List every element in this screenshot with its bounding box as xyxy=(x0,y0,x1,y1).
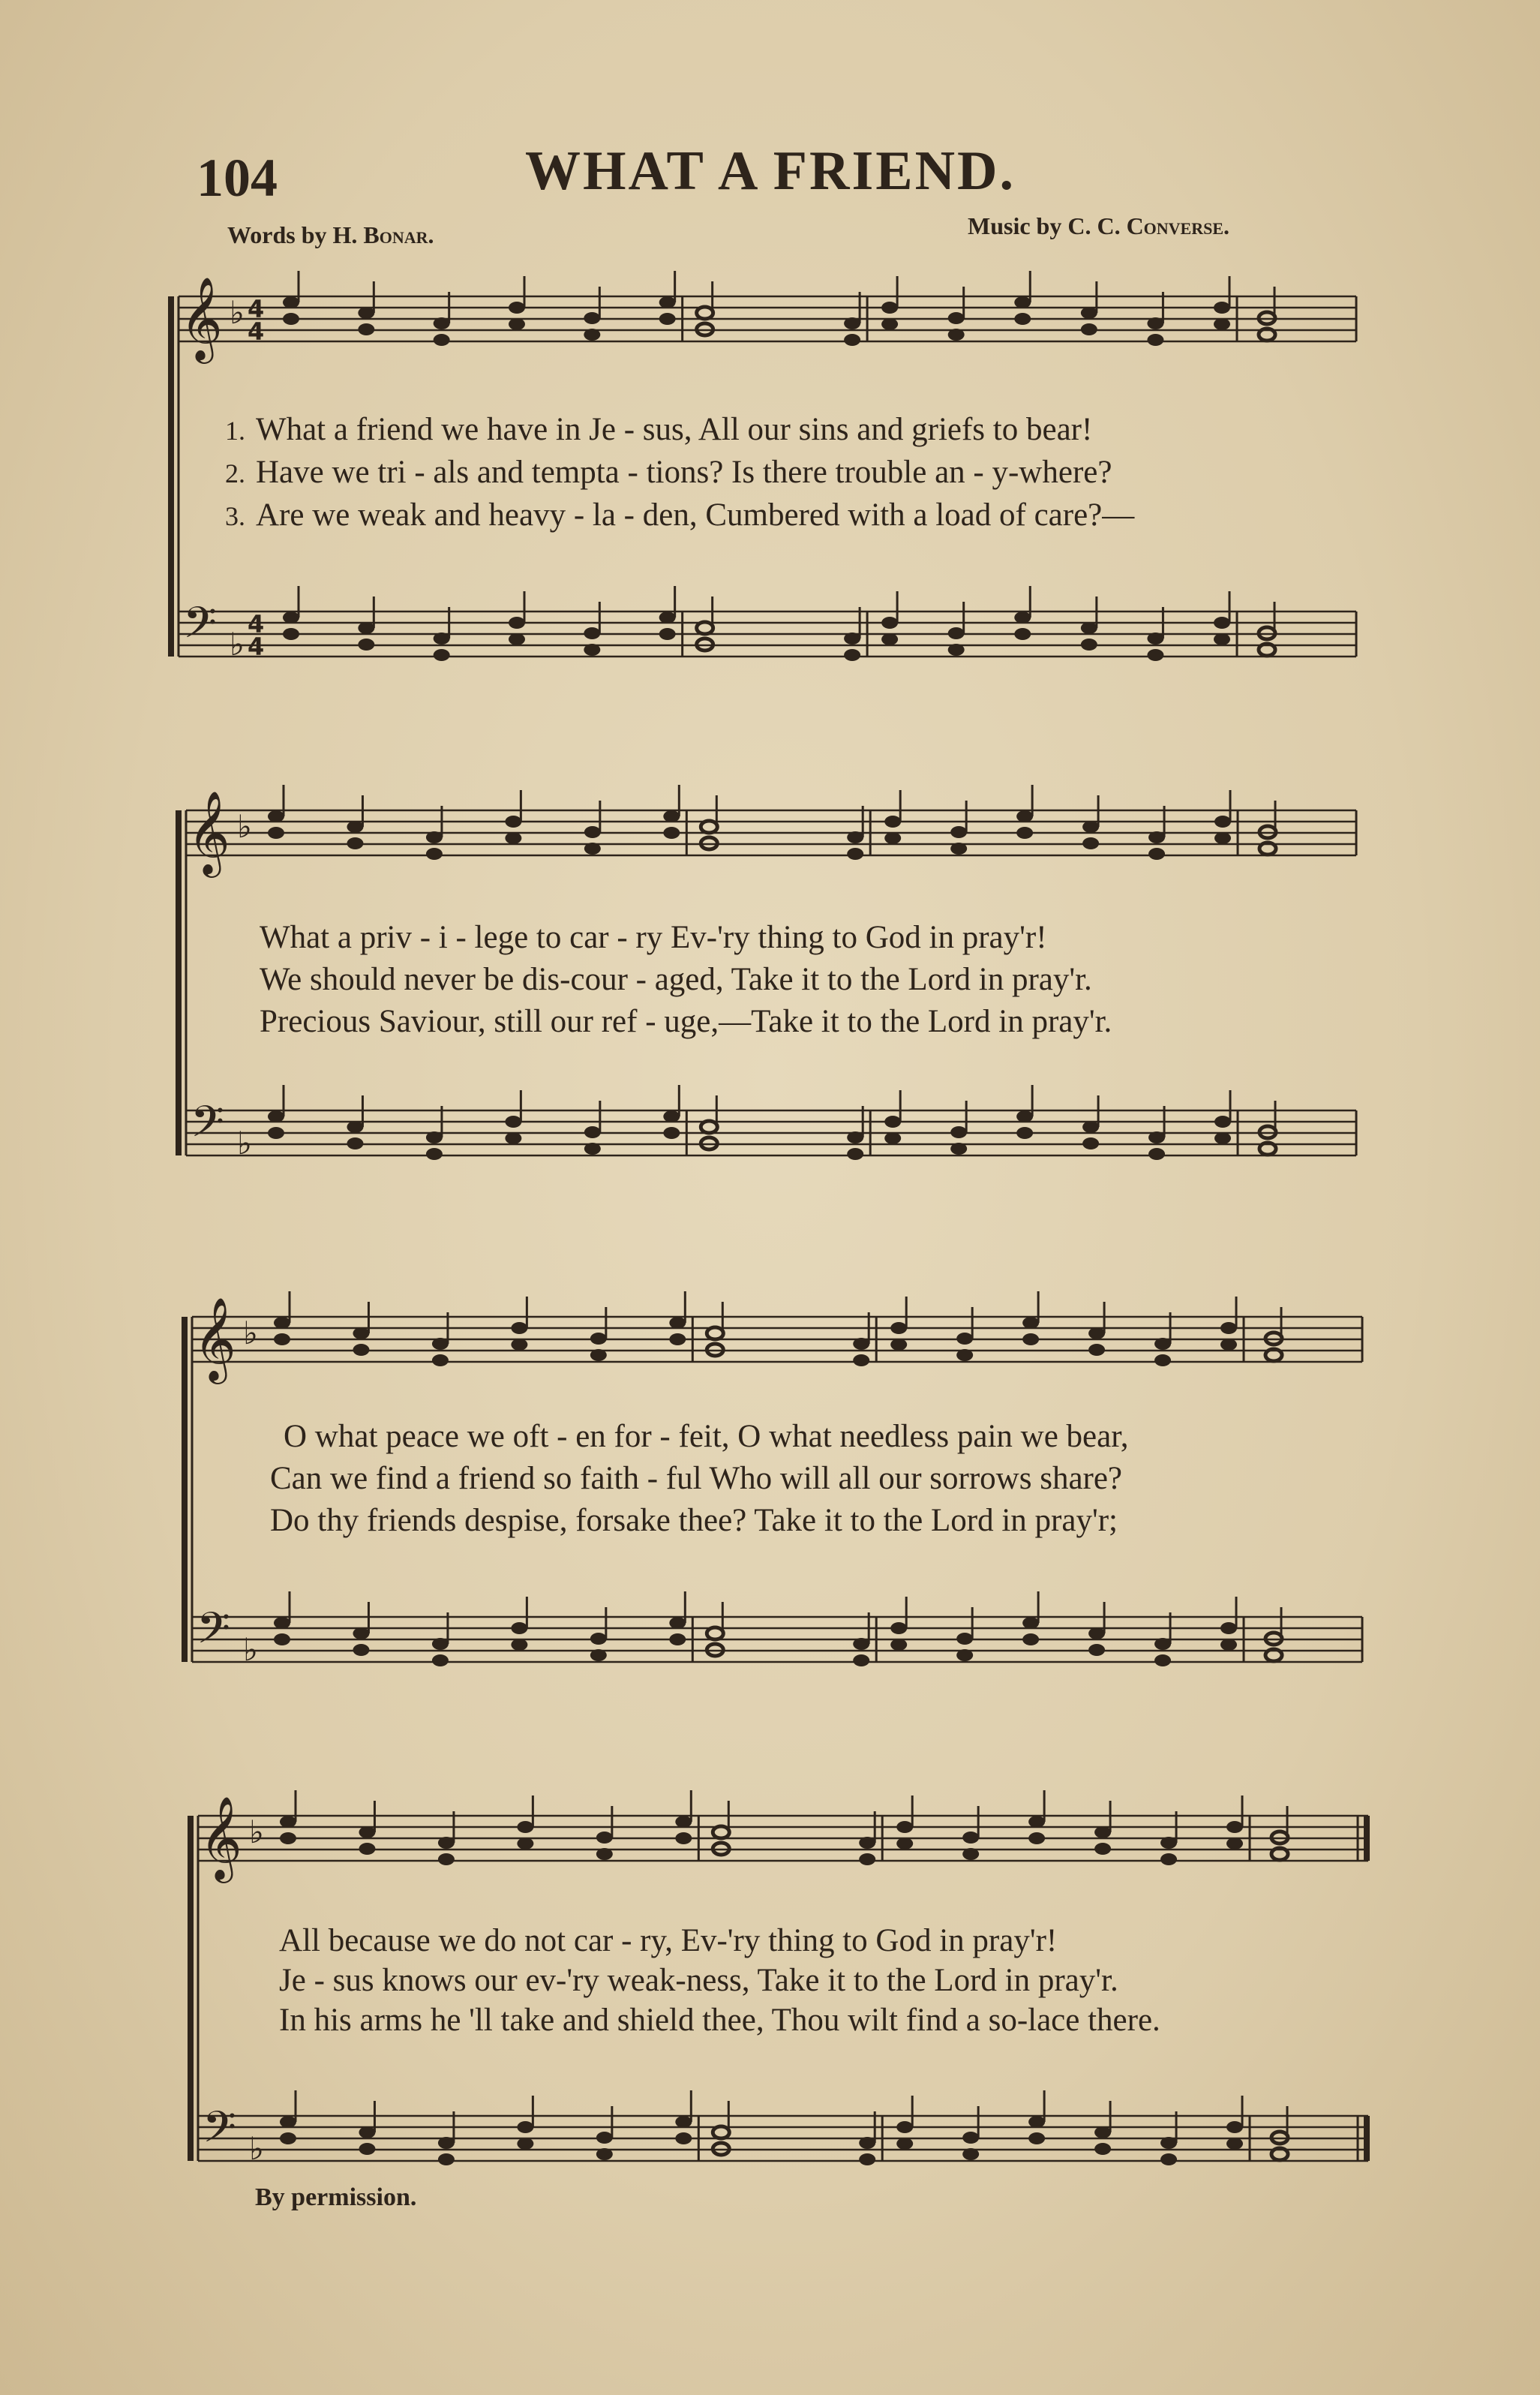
note-head xyxy=(359,2126,375,2138)
note-head xyxy=(1226,2138,1243,2150)
note-head xyxy=(1082,821,1099,833)
key-signature-flat-icon: ♭ xyxy=(237,1125,252,1161)
note-head xyxy=(669,1633,686,1645)
verse-line: 3. Are we weak and heavy - la - den, Cumbered with a load of care?— xyxy=(225,497,1135,533)
note-head xyxy=(884,1132,901,1144)
note-head xyxy=(1148,848,1165,860)
note-head xyxy=(948,312,965,324)
note-head xyxy=(283,628,299,640)
note-head xyxy=(1259,644,1275,656)
note-head xyxy=(434,633,450,645)
treble-clef-icon: 𝄞 xyxy=(194,1297,236,1381)
note-head xyxy=(701,1121,717,1133)
note-head xyxy=(590,1633,607,1645)
note-head xyxy=(1028,1816,1045,1828)
note-head xyxy=(353,1344,369,1356)
note-head xyxy=(283,612,299,624)
note-head xyxy=(426,1148,443,1160)
key-signature-flat-icon: ♭ xyxy=(237,808,252,845)
note-head xyxy=(881,633,898,645)
note-head xyxy=(896,2138,913,2150)
note-head xyxy=(948,627,965,639)
note-head xyxy=(853,1338,869,1350)
note-head xyxy=(675,1816,692,1828)
note-head xyxy=(358,323,374,335)
note-head xyxy=(950,1126,967,1138)
note-head xyxy=(890,1322,907,1334)
note-head xyxy=(896,1821,913,1833)
note-head xyxy=(426,1131,443,1143)
note-head xyxy=(1214,617,1230,629)
verse-line: Can we find a friend so faith - ful Who will all our sorrows share? xyxy=(270,1461,1123,1496)
note-head xyxy=(1154,1638,1171,1650)
note-head xyxy=(881,302,898,314)
note-head xyxy=(1148,1131,1165,1143)
note-head xyxy=(956,1349,973,1361)
note-head xyxy=(505,832,521,844)
note-head xyxy=(353,1627,369,1639)
note-head xyxy=(853,1354,869,1366)
note-head xyxy=(884,832,901,844)
note-head xyxy=(1081,323,1097,335)
note-head xyxy=(1259,1143,1276,1155)
note-head xyxy=(1022,1333,1039,1345)
note-head xyxy=(432,1638,449,1650)
note-head xyxy=(359,2143,375,2155)
note-head xyxy=(358,622,374,634)
note-head xyxy=(596,1832,613,1844)
note-head xyxy=(853,1654,869,1666)
note-head xyxy=(359,1826,375,1838)
hymn-title: WHAT A FRIEND. xyxy=(525,140,1016,202)
note-head xyxy=(956,1333,973,1345)
page-number: 104 xyxy=(197,148,278,208)
note-head xyxy=(675,2132,692,2144)
note-head xyxy=(1014,296,1031,308)
note-head xyxy=(1160,1837,1177,1849)
note-head xyxy=(432,1354,449,1366)
verse-line: O what peace we oft - en for - feit, O what needless pain we bear, xyxy=(284,1419,1129,1454)
verse-line: Precious Saviour, still our ref - uge,—Take it to the Lord in pray'r. xyxy=(260,1004,1112,1039)
note-head xyxy=(358,307,374,319)
note-head xyxy=(1214,1116,1231,1128)
note-head xyxy=(659,296,676,308)
note-head xyxy=(347,1121,363,1133)
note-head xyxy=(358,639,374,651)
note-head xyxy=(1022,1317,1039,1329)
note-head xyxy=(1214,302,1230,314)
note-head xyxy=(1214,633,1230,645)
note-head xyxy=(1226,2121,1243,2133)
note-head xyxy=(596,1848,613,1860)
note-head xyxy=(950,843,967,855)
note-head xyxy=(432,1654,449,1666)
note-head xyxy=(353,1644,369,1656)
note-head xyxy=(590,1649,607,1661)
note-head xyxy=(1220,1639,1237,1651)
note-head xyxy=(1014,612,1031,624)
note-head xyxy=(1088,1644,1105,1656)
note-head xyxy=(1022,1617,1039,1629)
key-signature-flat-icon: ♭ xyxy=(249,2130,264,2167)
time-signature-top: 4 xyxy=(248,295,265,323)
bass-clef-icon: 𝄢 xyxy=(197,1603,231,1664)
note-head xyxy=(663,810,680,822)
note-head xyxy=(1271,2148,1288,2160)
note-head xyxy=(1147,317,1163,329)
note-head xyxy=(896,2121,913,2133)
note-head xyxy=(1265,1349,1282,1361)
note-head xyxy=(697,307,713,319)
note-head xyxy=(283,313,299,325)
note-head xyxy=(950,826,967,838)
note-head xyxy=(1088,1627,1105,1639)
note-head xyxy=(1088,1344,1105,1356)
note-head xyxy=(347,837,363,849)
verse-line: All because we do not car - ry, Ev-'ry thing to God in pray'r! xyxy=(279,1923,1058,1958)
note-head xyxy=(509,633,525,645)
note-head xyxy=(1028,2132,1045,2144)
note-head xyxy=(1271,1848,1288,1860)
treble-clef-icon: 𝄞 xyxy=(180,276,223,360)
music-credit: Music by C. C. Converse. xyxy=(968,212,1230,239)
note-head xyxy=(669,1317,686,1329)
note-head xyxy=(663,827,680,839)
key-signature-flat-icon: ♭ xyxy=(243,1631,258,1668)
note-head xyxy=(1259,843,1276,855)
note-head xyxy=(663,1110,680,1122)
note-head xyxy=(511,1322,527,1334)
note-head xyxy=(596,2132,613,2144)
note-head xyxy=(509,302,525,314)
note-head xyxy=(707,1327,723,1339)
note-head xyxy=(1094,1826,1111,1838)
note-head xyxy=(884,1116,901,1128)
note-head xyxy=(283,296,299,308)
note-head xyxy=(584,1143,601,1155)
note-head xyxy=(844,649,860,661)
note-head xyxy=(438,2137,455,2149)
note-head xyxy=(1028,2116,1045,2128)
note-head xyxy=(274,1317,290,1329)
note-head xyxy=(509,617,525,629)
note-head xyxy=(1160,2153,1177,2165)
note-head xyxy=(844,317,860,329)
note-head xyxy=(1016,810,1033,822)
note-head xyxy=(268,810,284,822)
note-head xyxy=(434,649,450,661)
note-head xyxy=(859,1853,875,1865)
note-head xyxy=(505,1132,521,1144)
verse-line: We should never be dis-cour - aged, Take it to the Lord in pray'r. xyxy=(260,962,1092,997)
note-head xyxy=(1265,1649,1282,1661)
note-head xyxy=(432,1338,449,1350)
note-head xyxy=(962,1848,979,1860)
note-head xyxy=(659,612,676,624)
note-head xyxy=(659,628,676,640)
note-head xyxy=(1148,1148,1165,1160)
note-head xyxy=(590,1333,607,1345)
note-head xyxy=(1214,1132,1231,1144)
verse-line: What a priv - i - lege to car - ry Ev-'ry thing to God in pray'r! xyxy=(260,920,1047,955)
note-head xyxy=(596,2148,613,2160)
verse-line: Je - sus knows our ev-'ry weak-ness, Take it to the Lord in pray'r. xyxy=(279,1963,1118,1998)
note-head xyxy=(517,1838,533,1850)
note-head xyxy=(280,2132,296,2144)
note-head xyxy=(1016,1127,1033,1139)
note-head xyxy=(675,2116,692,2128)
note-head xyxy=(1081,639,1097,651)
time-signature-bottom: 4 xyxy=(248,317,265,346)
note-head xyxy=(713,1826,729,1838)
note-head xyxy=(1082,1121,1099,1133)
note-head xyxy=(1226,1838,1243,1850)
note-head xyxy=(280,1832,296,1844)
note-head xyxy=(669,1333,686,1345)
note-head xyxy=(956,1649,973,1661)
note-head xyxy=(1014,313,1031,325)
note-head xyxy=(1022,1633,1039,1645)
note-head xyxy=(881,617,898,629)
note-head xyxy=(438,2153,455,2165)
note-head xyxy=(859,2153,875,2165)
note-head xyxy=(962,2132,979,2144)
note-head xyxy=(881,318,898,330)
note-head xyxy=(509,318,525,330)
note-head xyxy=(511,1639,527,1651)
note-head xyxy=(590,1349,607,1361)
note-head xyxy=(438,1837,455,1849)
note-head xyxy=(347,1137,363,1149)
note-head xyxy=(434,317,450,329)
treble-clef-icon: 𝄞 xyxy=(200,1795,242,1880)
note-head xyxy=(847,1131,863,1143)
note-head xyxy=(1082,1137,1099,1149)
note-head xyxy=(505,1116,521,1128)
note-head xyxy=(1148,831,1165,843)
time-signature-top: 4 xyxy=(248,610,265,639)
note-head xyxy=(1154,1354,1171,1366)
note-head xyxy=(584,826,601,838)
note-head xyxy=(675,1832,692,1844)
note-head xyxy=(274,1633,290,1645)
note-head xyxy=(268,1127,284,1139)
note-head xyxy=(274,1617,290,1629)
note-head xyxy=(426,831,443,843)
note-head xyxy=(584,627,600,639)
note-head xyxy=(707,1627,723,1639)
bass-clef-icon: 𝄢 xyxy=(203,2102,237,2163)
note-head xyxy=(659,313,676,325)
note-head xyxy=(962,2148,979,2160)
note-head xyxy=(1220,1322,1237,1334)
note-head xyxy=(1081,307,1097,319)
key-signature-flat-icon: ♭ xyxy=(243,1315,258,1351)
note-head xyxy=(713,2126,729,2138)
permission-note: By permission. xyxy=(255,2183,417,2211)
note-head xyxy=(1214,318,1230,330)
note-head xyxy=(1220,1622,1237,1634)
key-signature-flat-icon: ♭ xyxy=(230,294,245,331)
note-head xyxy=(1160,2137,1177,2149)
note-head xyxy=(1154,1338,1171,1350)
note-head xyxy=(896,1838,913,1850)
treble-clef-icon: 𝄞 xyxy=(188,790,230,874)
note-head xyxy=(962,1832,979,1844)
note-head xyxy=(268,1110,284,1122)
note-head xyxy=(426,848,443,860)
note-head xyxy=(890,1639,907,1651)
note-head xyxy=(517,2121,533,2133)
note-head xyxy=(438,1853,455,1865)
note-head xyxy=(505,816,521,828)
note-head xyxy=(890,1622,907,1634)
key-signature-flat-icon: ♭ xyxy=(230,626,245,663)
note-head xyxy=(948,329,965,341)
note-head xyxy=(948,644,965,656)
note-head xyxy=(1220,1339,1237,1351)
bass-clef-icon: 𝄢 xyxy=(191,1096,225,1158)
note-head xyxy=(280,2116,296,2128)
note-head xyxy=(1082,837,1099,849)
note-head xyxy=(274,1333,290,1345)
note-head xyxy=(663,1127,680,1139)
note-head xyxy=(697,622,713,634)
note-head xyxy=(844,334,860,346)
words-credit: Words by H. Bonar. xyxy=(227,221,434,248)
note-head xyxy=(1259,329,1275,341)
note-head xyxy=(359,1843,375,1855)
note-head xyxy=(517,2138,533,2150)
note-head xyxy=(1016,1110,1033,1122)
note-head xyxy=(956,1633,973,1645)
note-head xyxy=(584,312,600,324)
note-head xyxy=(1094,2126,1111,2138)
note-head xyxy=(347,821,363,833)
note-head xyxy=(1081,622,1097,634)
note-head xyxy=(950,1143,967,1155)
note-head xyxy=(669,1617,686,1629)
note-head xyxy=(511,1622,527,1634)
verse-line: Do thy friends despise, forsake thee? Take it to the Lord in pray'r; xyxy=(270,1503,1118,1538)
verse-line: 2. Have we tri - als and tempta - tions? Is there trouble an - y-where? xyxy=(225,455,1112,490)
note-head xyxy=(584,644,600,656)
note-head xyxy=(511,1339,527,1351)
note-head xyxy=(584,1126,601,1138)
note-head xyxy=(353,1327,369,1339)
note-head xyxy=(1154,1654,1171,1666)
note-head xyxy=(701,821,717,833)
note-head xyxy=(847,831,863,843)
note-head xyxy=(859,1837,875,1849)
note-head xyxy=(1214,816,1231,828)
note-head xyxy=(1214,832,1231,844)
note-head xyxy=(1014,628,1031,640)
note-head xyxy=(1094,1843,1111,1855)
note-head xyxy=(859,2137,875,2149)
note-head xyxy=(1160,1853,1177,1865)
note-head xyxy=(844,633,860,645)
note-head xyxy=(1088,1327,1105,1339)
note-head xyxy=(847,1148,863,1160)
note-head xyxy=(280,1816,296,1828)
note-head xyxy=(1147,649,1163,661)
note-head xyxy=(1094,2143,1111,2155)
note-head xyxy=(847,848,863,860)
bass-clef-icon: 𝄢 xyxy=(183,597,218,659)
time-signature-bottom: 4 xyxy=(248,633,265,661)
note-head xyxy=(884,816,901,828)
key-signature-flat-icon: ♭ xyxy=(249,1814,264,1850)
verse-line: 1. What a friend we have in Je - sus, All our sins and griefs to bear! xyxy=(225,412,1093,447)
note-head xyxy=(1016,827,1033,839)
verse-line: In his arms he 'll take and shield thee, Thou wilt find a so-lace there. xyxy=(279,2003,1160,2038)
note-head xyxy=(434,334,450,346)
note-head xyxy=(890,1339,907,1351)
note-head xyxy=(517,1821,533,1833)
note-head xyxy=(584,329,600,341)
note-head xyxy=(1226,1821,1243,1833)
note-head xyxy=(1028,1832,1045,1844)
note-head xyxy=(1147,633,1163,645)
note-head xyxy=(268,827,284,839)
note-head xyxy=(853,1638,869,1650)
note-head xyxy=(584,843,601,855)
note-head xyxy=(1147,334,1163,346)
